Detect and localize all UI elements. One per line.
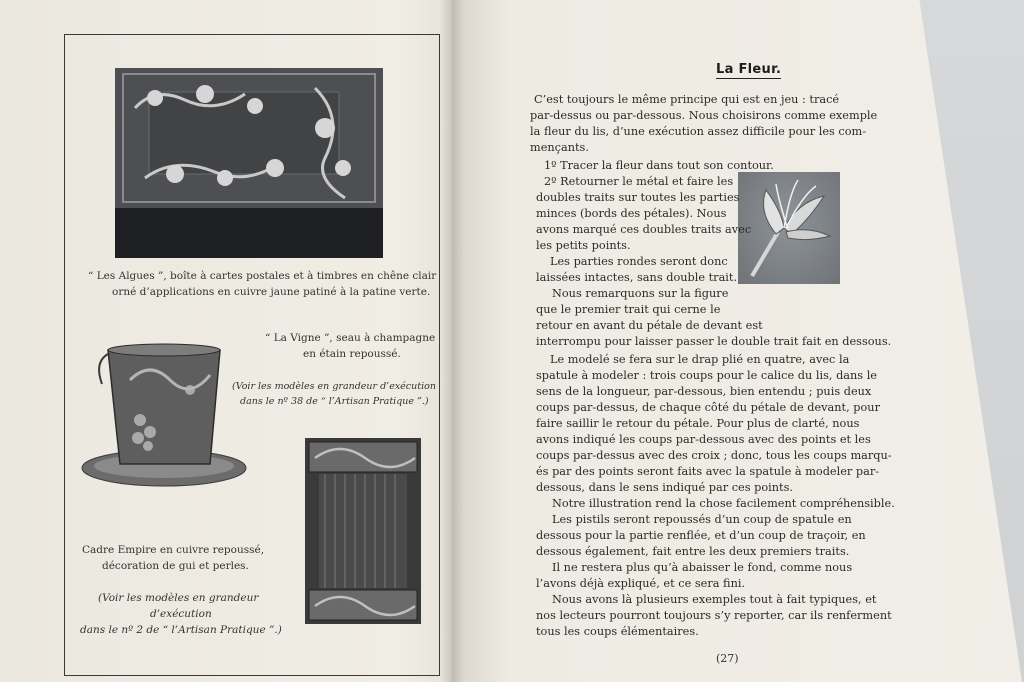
text-line: Le modelé se fera sur le drap plié en quatre, avec la (550, 353, 850, 366)
text-line: les petits points. (536, 239, 631, 252)
caption-cadre-line-1: Cadre Empire en cuivre repoussé, (82, 544, 265, 556)
text-line: 2º Retourner le métal et faire les (544, 175, 734, 188)
text-line: coups par-dessus, de chaque côté du pétale de devant, pour (536, 401, 880, 414)
text-line: 1º Tracer la fleur dans tout son contour. (544, 159, 774, 172)
text-line: Il ne restera plus qu’à abaisser le fond, comme nous (552, 561, 853, 574)
page-title: La Fleur. (716, 62, 782, 77)
caption-algues-line-2: orné d’applications en cuivre jaune patiné à la patine verte. (112, 286, 431, 298)
note-vigne-line-1: (Voir les modèles en grandeur d’exécution (232, 381, 436, 392)
text-line: sens de la longueur, par-dessous, bien entendu ; puis deux (536, 385, 872, 398)
lily-photo (738, 172, 840, 284)
text-line: interrompu pour laisser passer le double trait fait en dessous. (536, 335, 892, 348)
note-cadre-line-1: (Voir les modèles en grandeur (98, 592, 259, 604)
text-line: Notre illustration rend la chose facilement compréhensible. (552, 497, 895, 510)
text-line: laissées intactes, sans double trait. (536, 271, 738, 284)
empire-frame-photo (305, 438, 421, 624)
text-line: C’est toujours le même principe qui est en jeu : tracé (534, 93, 840, 106)
text-line: l’avons déjà expliqué, et ce sera fini. (536, 577, 746, 590)
note-cadre-line-3: dans le nº 2 de “ l’Artisan Pratique ”.) (80, 624, 282, 636)
caption-cadre-line-2: décoration de gui et perles. (102, 560, 249, 572)
caption-vigne-line-1: “ La Vigne ”, seau à champagne (265, 332, 436, 344)
note-vigne-line-2: dans le nº 38 de “ l’Artisan Pratique ”.) (240, 396, 429, 407)
caption-algues-line-1: “ Les Algues ”, boîte à cartes postales et à timbres en chêne clair (88, 270, 437, 282)
text-line: tous les coups élémentaires. (536, 625, 699, 638)
algues-box-photo (115, 68, 383, 258)
text-line: nos lecteurs pourront toujours s’y reporter, car ils renferment (536, 609, 892, 622)
text-line: Les parties rondes seront donc (550, 255, 728, 268)
vigne-bucket-photo (80, 340, 248, 490)
text-line: doubles traits sur toutes les parties (536, 191, 740, 204)
text-line: coups par-dessus avec des croix ; donc, tous les coups marqu- (536, 449, 892, 462)
text-line: Nous remarquons sur la figure (552, 287, 729, 300)
text-line: dessous pour la partie renflée, et d’un coup de traçoir, en (536, 529, 866, 542)
text-line: la fleur du lis, d’une exécution assez difficile pour les com- (530, 125, 867, 138)
note-cadre-line-2: d’exécution (150, 608, 212, 620)
caption-vigne-line-2: en étain repoussé. (303, 348, 401, 360)
text-line: avons indiqué les coups par-dessous avec des points et les (536, 433, 871, 446)
text-line: retour en avant du pétale de devant est (536, 319, 763, 332)
text-line: minces (bords des pétales). Nous (536, 207, 727, 220)
lily-illustration (738, 172, 840, 284)
vigne-bucket-illustration (80, 340, 248, 490)
text-line: és par des points seront faits avec la spatule à modeler par- (536, 465, 880, 478)
text-line: mençants. (530, 141, 589, 154)
text-line: par-dessus ou par-dessous. Nous choisirons comme exemple (530, 109, 878, 122)
book-gutter (440, 0, 464, 682)
text-line: spatule à modeler : trois coups pour le calice du lis, dans le (536, 369, 877, 382)
text-line: avons marqué ces doubles traits avec (536, 223, 752, 236)
text-line: faire saillir le retour du pétale. Pour plus de clarté, nous (536, 417, 860, 430)
page-number: (27) (716, 652, 739, 665)
text-line: Les pistils seront repoussés d’un coup de spatule en (552, 513, 852, 526)
text-line: dessous, dans le sens indiqué par ces points. (536, 481, 793, 494)
text-line: que le premier trait qui cerne le (536, 303, 721, 316)
text-line: dessous également, fait entre les deux premiers traits. (536, 545, 850, 558)
algues-box-illustration (115, 68, 383, 258)
text-line: Nous avons là plusieurs exemples tout à fait typiques, et (552, 593, 877, 606)
empire-frame-illustration (305, 438, 421, 624)
